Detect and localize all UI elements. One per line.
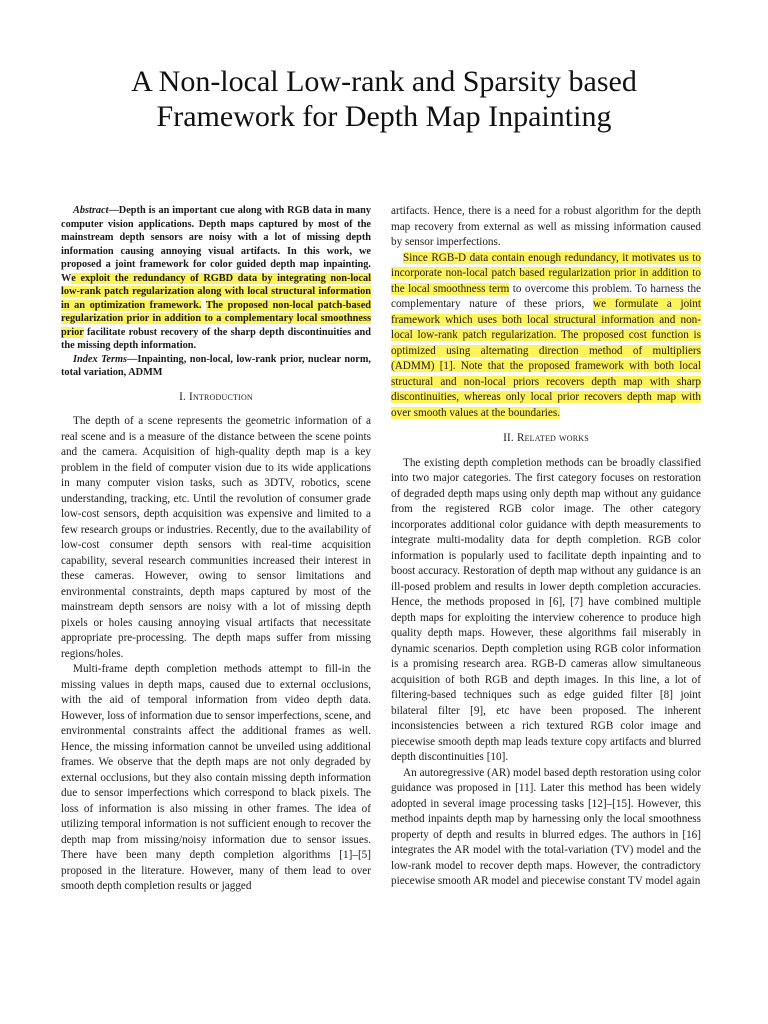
abstract-text: Depth is an important cue along with RGB data in many computer vision applications. Depth maps captured by most of the mainstream depth sensors are noisy with a lot of missing depth information causing annoying visual artifacts. In this work, we proposed a joint framework for color guided depth map inpainting. W <box>61 205 371 284</box>
abstract-text: facilitate robust recovery of the sharp depth discontinuities and the missing depth information. <box>61 326 371 351</box>
related-works-paragraph: An autoregressive (AR) model based depth restoration using color guidance was proposed in [11]. Later this method has been widely adopted in several image processing tasks [12]–[15]. However, this method inpaints depth map by harnessing only the local smoothness property of depth and results in blurred edges. The authors in [16] integrates the AR model with the total-variation (TV) model and the low-rank model to recover depth maps. However, the contradictory piecewise smooth AR model and piecewise constant TV model again <box>391 766 701 887</box>
index-terms-label: Index Terms <box>73 353 128 365</box>
index-terms-dash: — <box>127 353 138 365</box>
intro-paragraph <box>391 251 701 422</box>
section-heading-related-works <box>391 431 701 447</box>
index-terms <box>61 353 371 380</box>
abstract-label: Abstract <box>73 205 109 216</box>
intro-paragraph: The depth of a scene represents the geometric information of a real scene and is a measure of the distance between the scene points and the camera. Acquisition of high-quality depth map is a key problem in the field of computer vision due to its wide applications in many computer vision tasks, such as 3DTV, robotics, scene understanding, tracking, etc. Until the revolution of consumer grade low-cost sensors, depth acquisition was expensive and limited to a few research groups or industries. Recently, due to the availability of low-cost consumer depth sensors with real-time acquisition capability, several research communities increased their interest in these cameras. However, owing to sensor limitations and environmental constraints, depth maps captured by most of the mainstream depth sensors are noisy with a lot of missing depth pixels or holes causing annoying visual artifacts that necessitate appropriate pre-processing. The depth maps suffer from missing regions/holes. <box>61 415 371 660</box>
intro-highlight: we formulate a joint framework which uses both local structural information and non-local low-rank patch regularization. The proposed cost function is optimized using alternating direction method of multipliers (ADMM) [1]. Note that the proposed framework with both local structural and non-local priors recovers depth map with sharp discontinuities, whereas only local prior recovers depth map with over smooth values at the boundaries. <box>391 298 701 419</box>
abstract-dash: — <box>108 205 119 216</box>
section-numeral: II. <box>503 432 514 444</box>
paper-title: A Non-local Low-rank and Sparsity based Framework for Depth Map Inpainting <box>131 65 637 133</box>
intro-highlight: Since RGB-D data contain enough redundancy, it motivates us to incorporate non-local patch based regularization prior in addition to the local smoothness term <box>391 251 701 295</box>
intro-text: to overcome this problem. To harness the complementary nature of these priors, <box>391 282 701 310</box>
right-column <box>391 204 701 890</box>
section-title: Related works <box>516 432 589 444</box>
index-terms-text: Inpainting, non-local, low-rank prior, nuclear norm, total variation, ADMM <box>61 353 371 378</box>
section-numeral: I. <box>179 390 187 403</box>
abstract <box>61 204 371 353</box>
section-title: Introduction <box>189 390 253 403</box>
intro-paragraph: Multi-frame depth completion methods attempt to fill-in the missing values in depth maps, caused due to external occlusions, with the aid of temporal information from video depth data. However, loss of information due to sensor imperfections, scene, and environmental constraints affect the additional frames as well. Hence, the missing information cannot be unveiled using additional frames. We observe that the depth maps are not only degraded by external occlusions, but they also contain missing depth information due to sensor imperfections which correspond to black pixels. The loss of information is also missing in other frames. The idea of utilizing temporal information is not sufficient enough to recover the depth map from missing/noisy information due to sensor issues. There have been many depth completion algorithms [1]–[5] proposed in the literature. However, many of them lead to over smooth depth completion results or jagged <box>61 663 371 892</box>
section-heading-introduction <box>61 390 371 406</box>
related-works-paragraph: The existing depth completion methods can be broadly classified into two major categories. The first category focuses on restoration of degraded depth maps using only depth map without any guidance from the registered RGB color image. The other category incorporates additional color guidance with depth measurements to integrate multi-modality data for depth completion. RGB color information is popularly used to facilitate depth inpainting and to boost accuracy. Restoration of depth map without any guidance is an ill-posed problem and results in lower depth completion accuracies. Hence, the methods proposed in [6], [7] have combined multiple depth maps for exploiting the interview coherence to produce high quality depth maps. However, these algorithms fail miserably in dynamic scenarios. Depth completion using RGB color information is a promising research area. RGB-D cameras allow simultaneous acquisition of both RGB and depth images. In this line, a lot of filtering-based techniques such as edge guided filter [8] joint bilateral filter [9], etc have been proposed. The inherent inconsistencies between a rich textured RGB color image and piecewise smooth depth map leads texture copy artifacts and blurred depth discontinuities [10]. <box>391 456 701 763</box>
abstract-highlight: The proposed non-local patch-based regularization prior in addition to a complementary local smoothness prior <box>61 299 371 338</box>
abstract-highlight: e exploit the redundancy of RGBD data by integrating non-local low-rank patch regularization along with local structural information in an optimization framework. <box>61 272 371 311</box>
left-column <box>61 204 371 895</box>
intro-paragraph-continued: artifacts. Hence, there is a need for a robust algorithm for the depth map recovery from external as well as missing information caused by sensor imperfections. <box>391 205 701 248</box>
